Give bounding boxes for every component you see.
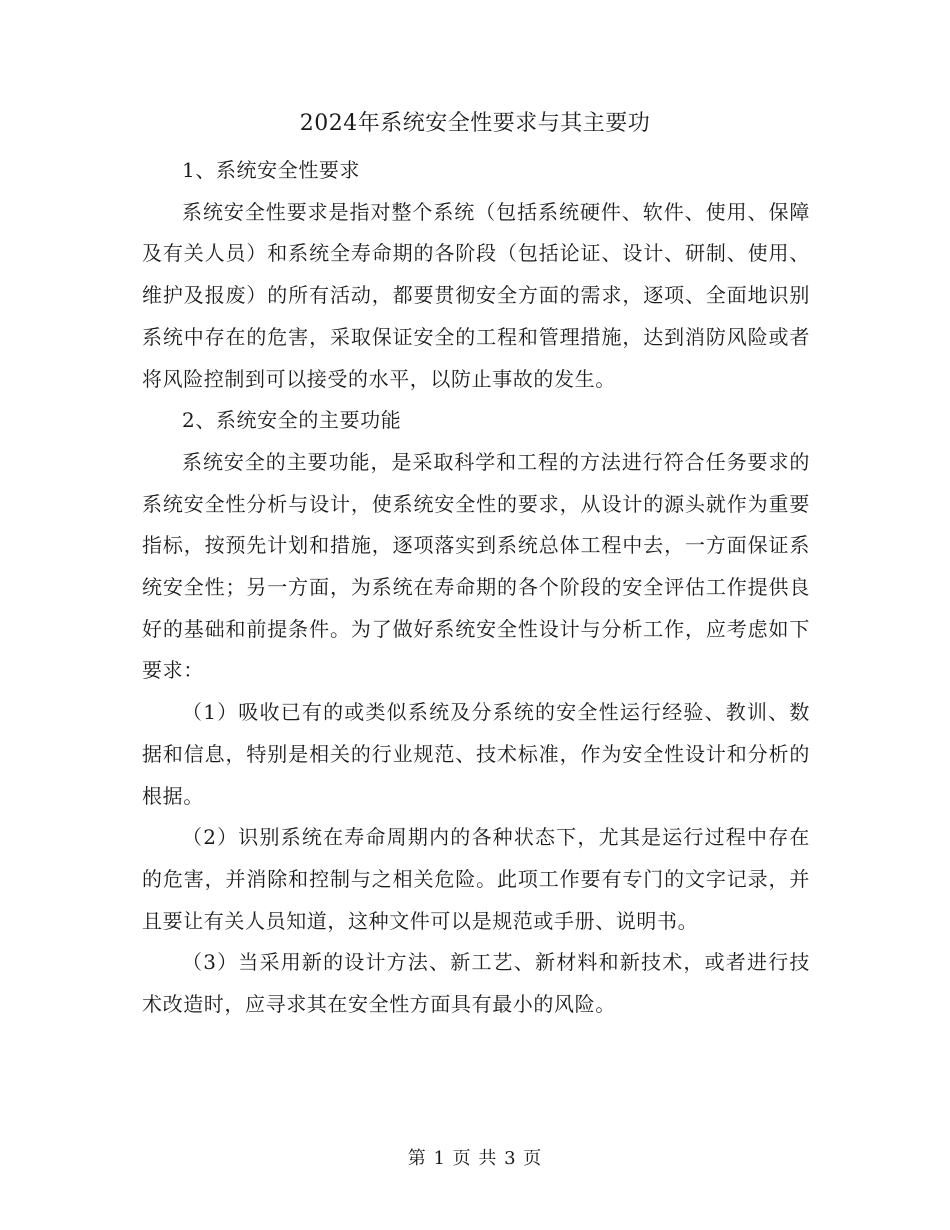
list-item-1: （1）吸收已有的或类似系统及分系统的安全性运行经验、教训、数据和信息，特别是相关的行业规范、技术标准，作为安全性设计和分析的根据。 bbox=[142, 700, 810, 808]
page-footer: 第 1 页 共 3 页 bbox=[407, 1148, 543, 1169]
section-heading-1: 1、系统安全性要求 bbox=[182, 158, 361, 182]
document-body bbox=[142, 150, 810, 1026]
paragraph-requirements: 系统安全性要求是指对整个系统（包括系统硬件、软件、使用、保障及有关人员）和系统全寿命期的各阶段（包括论证、设计、研制、使用、维护及报废）的所有活动，都要贯彻安全方面的需求，逐项、全面地识别系统中存在的危害，采取保证安全的工程和管理措施，达到消防风险或者将风险控制到可以接受的水平，以防止事故的发生。 bbox=[142, 199, 810, 391]
list-item-3: （3）当采用新的设计方法、新工艺、新材料和新技术，或者进行技术改造时，应寻求其在安全性方面具有最小的风险。 bbox=[142, 950, 810, 1017]
paragraph-functions: 系统安全的主要功能，是采取科学和工程的方法进行符合任务要求的系统安全性分析与设计，使系统安全性的要求，从设计的源头就作为重要指标，按预先计划和措施，逐项落实到系统总体工程中去，一方面保证系统安全性；另一方面，为系统在寿命期的各个阶段的安全评估工作提供良好的基础和前提条件。为了做好系统安全性设计与分析工作，应考虑如下要求： bbox=[142, 449, 810, 683]
section-heading-2: 2、系统安全的主要功能 bbox=[182, 408, 402, 433]
document-title: 2024年系统安全性要求与其主要功 bbox=[299, 111, 651, 136]
list-item-2: （2）识别系统在寿命周期内的各种状态下，尤其是运行过程中存在的危害，并消除和控制与之相关危险。此项工作要有专门的文字记录，并且要让有关人员知道，这种文件可以是规范或手册、说明书。 bbox=[142, 825, 810, 933]
